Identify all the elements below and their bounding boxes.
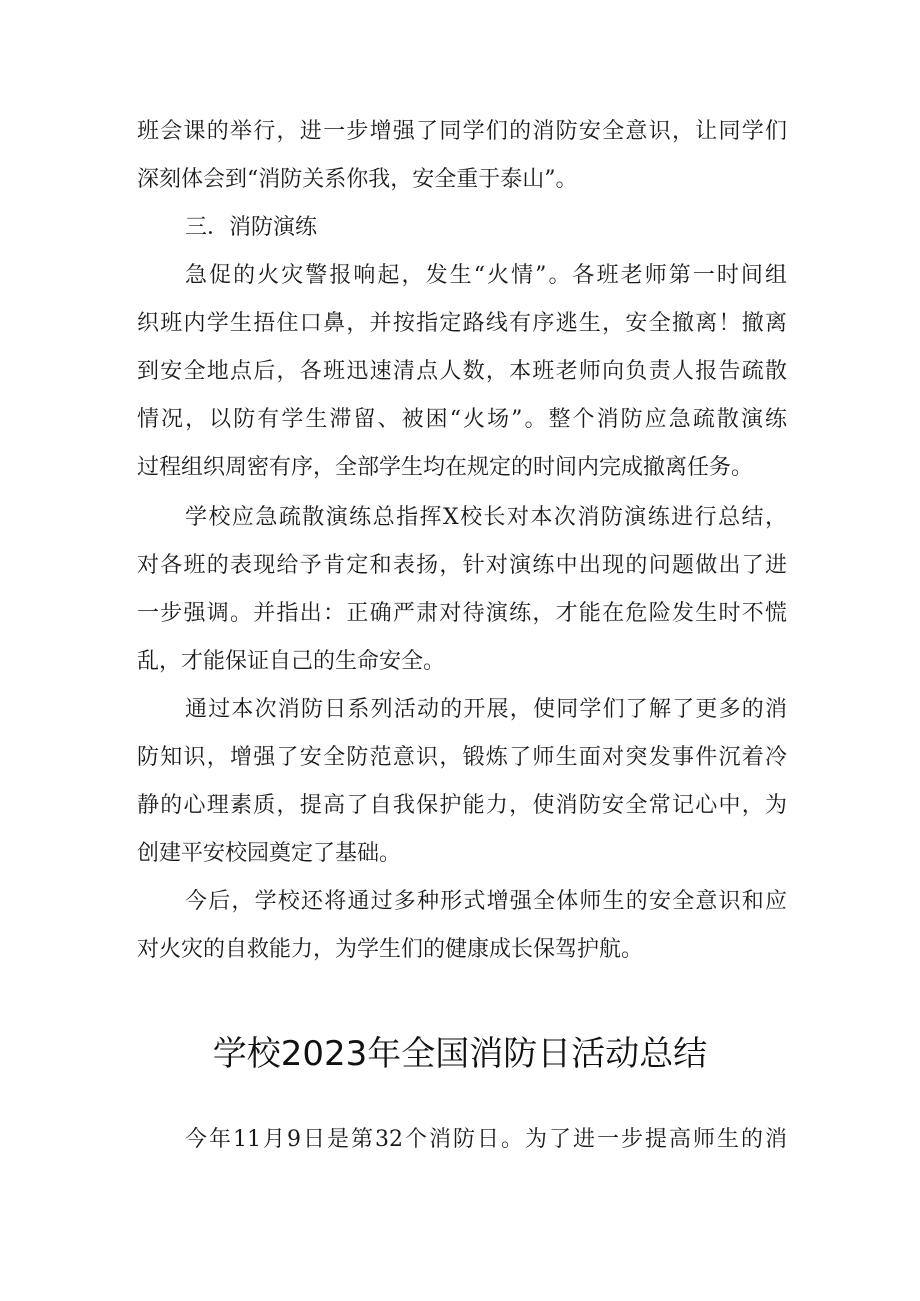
paragraph-line: 深刻体会到“消防关系你我，安全重于泰山”。 bbox=[137, 167, 578, 192]
paragraph-line: 今后，学校还将通过多种形式增强全体师生的安全意识和应 bbox=[185, 889, 787, 914]
document-title: 学校2023年全国消防日活动总结 bbox=[212, 1034, 708, 1074]
paragraph-line: 今年11月9日是第32个消防日。为了进一步提高师生的消 bbox=[185, 1127, 787, 1152]
paragraph-line: 过程组织周密有序，全部学生均在规定的时间内完成撤离任务。 bbox=[137, 455, 754, 480]
paragraph-line: 静的心理素质，提高了自我保护能力，使消防安全常记心中，为 bbox=[137, 793, 787, 818]
paragraph-line: 织班内学生捂住口鼻，并按指定路线有序逃生，安全撤离！撤离 bbox=[137, 311, 787, 336]
section-heading: 三．消防演练 bbox=[185, 215, 318, 240]
paragraph-line: 班会课的举行，进一步增强了同学们的消防安全意识，让同学们 bbox=[137, 119, 787, 144]
paragraph-line: 一步强调。并指出：正确严肃对待演练，才能在危险发生时不慌 bbox=[137, 601, 787, 626]
paragraph-line: 对各班的表现给予肯定和表扬，针对演练中出现的问题做出了进 bbox=[137, 553, 787, 578]
paragraph-line: 防知识，增强了安全防范意识，锻炼了师生面对突发事件沉着冷 bbox=[137, 745, 787, 770]
paragraph-line: 创建平安校园奠定了基础。 bbox=[137, 841, 402, 866]
paragraph-line: 乱，才能保证自己的生命安全。 bbox=[137, 649, 446, 674]
paragraph-line: 通过本次消防日系列活动的开展，使同学们了解了更多的消 bbox=[185, 697, 787, 722]
paragraph-line: 对火灾的自救能力，为学生们的健康成长保驾护航。 bbox=[137, 937, 644, 962]
paragraph-line: 到安全地点后，各班迅速清点人数，本班老师向负责人报告疏散 bbox=[137, 359, 787, 384]
paragraph-line: 急促的火灾警报响起，发生“火情”。各班老师第一时间组 bbox=[185, 263, 787, 288]
paragraph-line: 学校应急疏散演练总指挥X校长对本次消防演练进行总结， bbox=[185, 505, 787, 530]
paragraph-line: 情况，以防有学生滞留、被困“火场”。整个消防应急疏散演练 bbox=[137, 407, 787, 432]
